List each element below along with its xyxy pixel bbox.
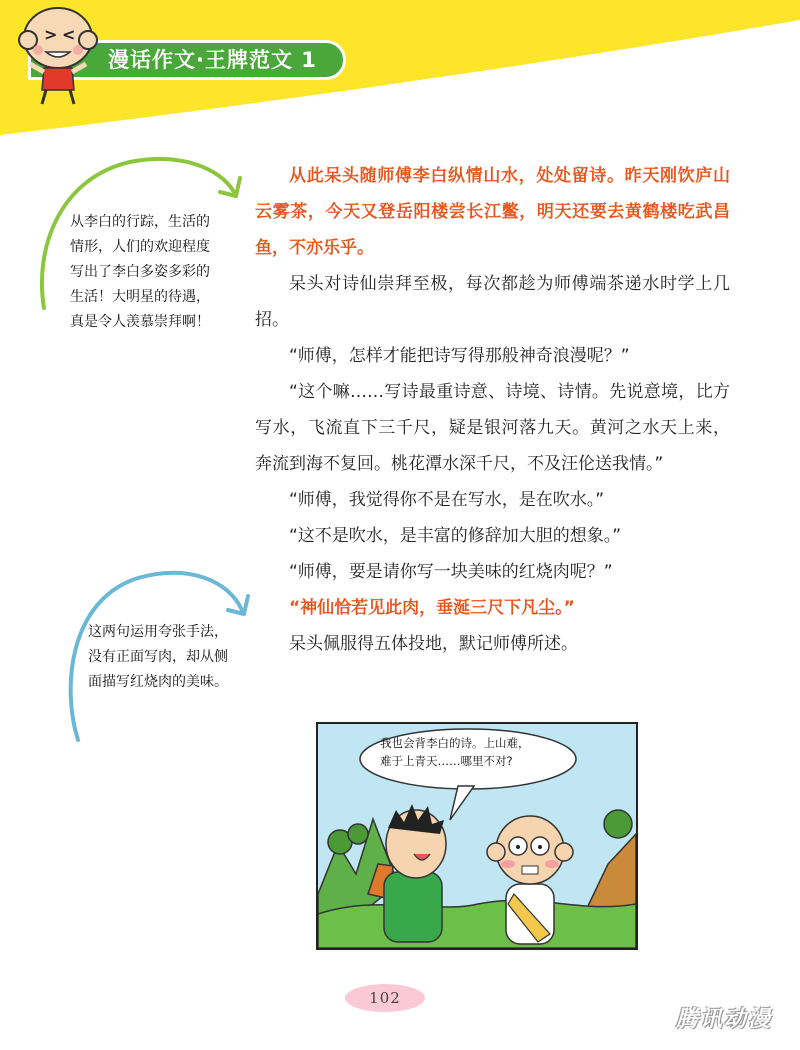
comic-speech-bubble — [368, 727, 566, 791]
paragraph: “师傅，要是请你写一块美味的红烧肉呢？” — [289, 562, 613, 582]
svg-text:>: > — [44, 25, 58, 44]
svg-text:<: < — [62, 25, 76, 44]
bubble-line: 我也会背李白的诗。上山难， — [380, 736, 530, 750]
paragraph: 从此呆头随师傅李白纵情山水，处处留诗。昨天刚饮庐山云雾茶，今天又登岳阳楼尝长江鳖，明天还要去黄鹤楼吃武昌鱼，不亦乐乎。 — [255, 166, 730, 258]
bubble-line: 难于上青天……哪里不对? — [380, 754, 513, 768]
paragraph: “师傅，我觉得你不是在写水，是在吹水。” — [289, 490, 605, 510]
header-title: 漫话作文·王牌范文 1 — [108, 48, 317, 72]
side-note-2: 这两句运用夸张手法，没有正面写肉，却从侧面描写红烧肉的美味。 — [88, 624, 228, 690]
main-text — [255, 158, 730, 662]
paragraph: “这不是吹水，是丰富的修辞加大胆的想象。” — [289, 526, 622, 546]
watermark-logo: 腾讯动漫 — [675, 1007, 772, 1032]
side-note-1: 从李白的行踪，生活的情形，人们的欢迎程度写出了李白多姿多彩的生活！大明星的待遇，真是令人羡慕崇拜啊！ — [70, 214, 210, 330]
paragraph: 呆头佩服得五体投地，默记师傅所述。 — [289, 634, 578, 654]
paragraph: 呆头对诗仙崇拜至极，每次都趁为师傅端茶递水时学上几招。 — [255, 274, 730, 330]
paragraph: “神仙恰若见此肉，垂涎三尺下凡尘。” — [289, 598, 575, 618]
paragraph: “师傅，怎样才能把诗写得那般神奇浪漫呢？” — [289, 346, 630, 366]
mascot-illustration — [8, 0, 108, 110]
paragraph: “这个嘛……写诗最重诗意、诗境、诗情。先说意境，比方写水，飞流直下三千尺，疑是银河落九天。黄河之水天上来，奔流到海不复回。桃花潭水深千尺，不及汪伦送我情。” — [255, 382, 730, 474]
page-number: 102 — [369, 989, 401, 1007]
